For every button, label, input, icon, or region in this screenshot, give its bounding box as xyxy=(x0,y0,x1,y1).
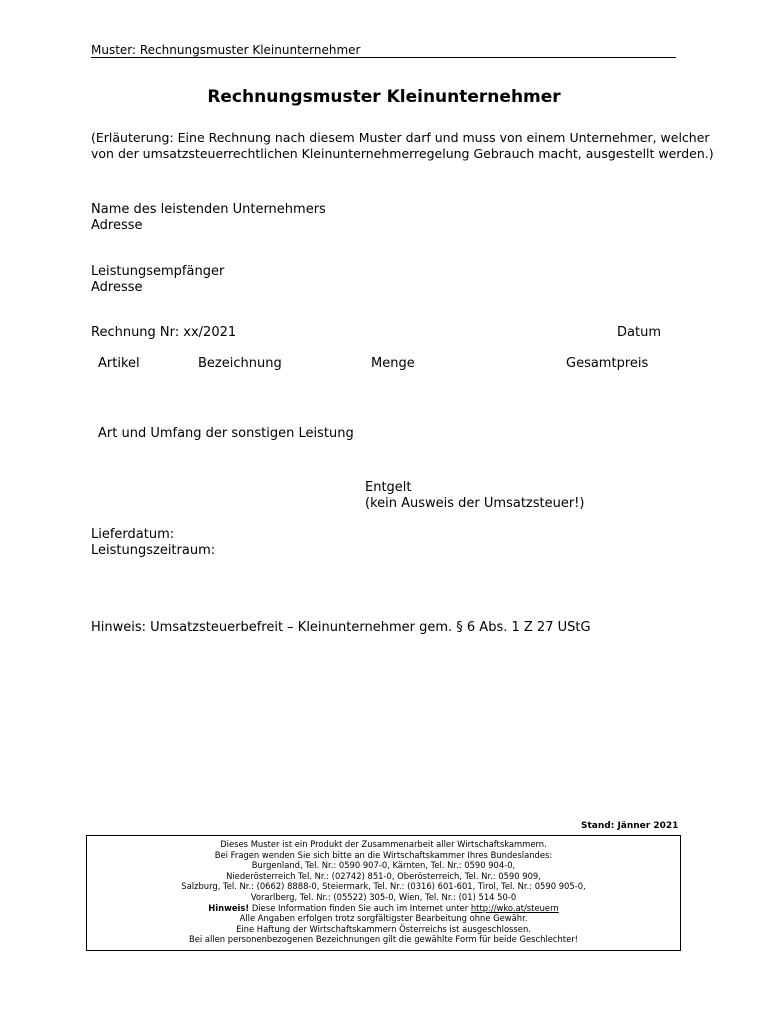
recipient-block xyxy=(91,264,224,296)
footer-disclaimer: Eine Haftung der Wirtschaftskammern Österreichs ist ausgeschlossen. xyxy=(236,923,531,934)
column-bezeichnung: Bezeichnung xyxy=(198,356,282,371)
footer-line: Salzburg, Tel. Nr.: (0662) 8888-0, Steiermark, Tel. Nr.: (0316) 601-601, Tirol, Tel. Nr.: 0590 905-0, xyxy=(181,881,586,892)
footer-hint-text: Diese Information finden Sie auch im Internet unter xyxy=(249,902,471,913)
sender-block xyxy=(91,202,326,234)
explanation-line-1: (Erläuterung: Eine Rechnung nach diesem Muster darf und muss von einem Unternehmer, welcher xyxy=(91,130,710,145)
column-menge: Menge xyxy=(371,356,415,371)
column-gesamtpreis: Gesamtpreis xyxy=(566,356,649,371)
document-title: Rechnungsmuster Kleinunternehmer xyxy=(207,87,561,107)
service-description: Art und Umfang der sonstigen Leistung xyxy=(98,426,354,441)
footer-box xyxy=(86,835,681,951)
fee-label: Entgelt xyxy=(365,480,412,495)
footer-hint-label: Hinweis! xyxy=(208,902,250,913)
document-header: Muster: Rechnungsmuster Kleinunternehmer xyxy=(91,43,361,57)
footer-link[interactable]: http://wko.at/steuern xyxy=(470,902,559,913)
invoice-date-label: Datum xyxy=(617,325,661,340)
footer-stand: Stand: Jänner 2021 xyxy=(581,821,679,831)
footer-line: Vorarlberg, Tel. Nr.: (05522) 305-0, Wien, Tel. Nr.: (01) 514 50-0 xyxy=(250,891,517,902)
footer-line: Dieses Muster ist ein Produkt der Zusammenarbeit aller Wirtschaftskammern. xyxy=(220,839,547,849)
sender-name: Name des leistenden Unternehmers xyxy=(91,202,326,217)
invoice-number: Rechnung Nr: xx/2021 xyxy=(91,325,237,340)
footer-line: Bei Fragen wenden Sie sich bitte an die Wirtschaftskammer Ihres Bundeslandes: xyxy=(214,849,553,860)
recipient-address: Adresse xyxy=(91,280,143,295)
explanation-line-2: von der umsatzsteuerrechtlichen Kleinunternehmerregelung Gebrauch macht, ausgestellt werden.) xyxy=(91,146,714,161)
footer-line: Burgenland, Tel. Nr.: 0590 907-0, Kärnten, Tel. Nr.: 0590 904-0, xyxy=(251,860,516,871)
delivery-date: Lieferdatum: xyxy=(91,527,175,542)
tax-notice: Hinweis: Umsatzsteuerbefreit – Kleinunternehmer gem. § 6 Abs. 1 Z 27 UStG xyxy=(91,620,591,635)
header-rule xyxy=(91,57,676,58)
footer-line: Niederösterreich Tel. Nr.: (02742) 851-0, Oberösterreich, Tel. Nr.: 0590 909, xyxy=(226,870,541,881)
delivery-period: Leistungszeitraum: xyxy=(91,543,216,558)
delivery-block xyxy=(91,527,215,559)
column-artikel: Artikel xyxy=(98,356,140,371)
footer-disclaimer: Bei allen personenbezogenen Bezeichnungen gilt die gewählte Form für beide Geschlechter! xyxy=(188,934,579,945)
recipient-name: Leistungsempfänger xyxy=(91,264,225,279)
fee-note: (kein Ausweis der Umsatzsteuer!) xyxy=(365,496,585,511)
sender-address: Adresse xyxy=(91,218,143,233)
fee-block xyxy=(365,480,584,512)
footer-disclaimer: Alle Angaben erfolgen trotz sorgfältigster Bearbeitung ohne Gewähr. xyxy=(239,913,528,924)
explanation xyxy=(91,130,714,162)
footer-hint xyxy=(87,903,680,914)
